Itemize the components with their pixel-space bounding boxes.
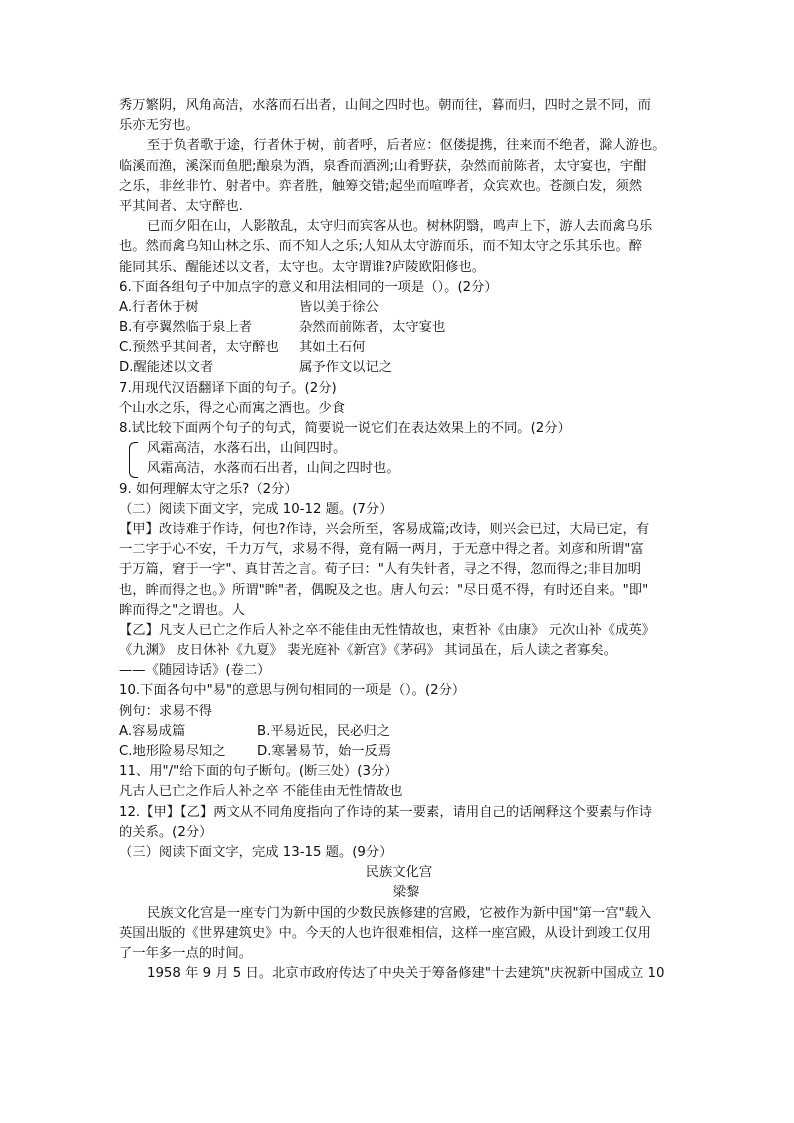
question-stem: 8.试比较下面两个句子的句式，简要说一说它们在表达效果上的不同。(2分） [119,421,571,436]
section-2-heading: （二）阅读下面文字，完成 10-12 题。(7分） [119,501,393,517]
text-line: 于万篇，窘于一字"、真甘苦之言。荀子曰："人有失针者，寻之不得，忽而得之;非目加明 [119,562,641,578]
passage-paragraph-2 [119,136,679,217]
example-sentence: 例句：求易不得 [119,703,213,719]
option-c [119,338,679,358]
text-line: 临溪而渔，溪深而鱼肥;酿泉为酒，泉香而酒洌;山肴野获，杂然而前陈者，太守宴也，宇酣 [119,158,647,174]
option-right: D.寒暑易节，始一反焉 [257,744,392,759]
option-left: B.有亭翼然临于泉上者 [119,320,253,336]
text-line: 【甲】改诗难于作诗，何也?作诗，兴会所至，客易成篇;改诗，则兴会已过，大局已定，有 [119,521,650,537]
question-stem: 10.下面各句中"易"的意思与例句相同的一项是（）。(2分） [119,683,466,699]
question-8 [119,419,679,480]
brace-mark [129,442,138,478]
passage-source: ——《随园诗话》(卷二） [119,663,271,679]
option-row-2 [119,742,679,762]
option-right: 皆以美于徐公 [299,299,379,315]
option-left: D.醒能述以文者 [119,360,214,376]
text-line: 已而夕阳在山，人影散乱，太守归而宾客从也。树林阴翳，鸣声上下，游人去而禽乌乐 [147,219,653,235]
option-left: C.地形险易尽知之 [119,744,226,759]
passage-paragraph-1 [119,96,679,136]
option-left: C.预然乎其间者，太守醉也 [119,340,279,356]
question-sentence: 个山水之乐，得之心而寓之酒也。少食 [119,400,346,416]
option-right: 属予作文以记之 [299,360,393,376]
question-stem: 6.下面各组句子中加点字的意义和用法相同的一项是（）。(2分） [119,279,498,295]
option-row-1 [119,722,679,742]
question-7 [119,379,679,419]
article-author: 梁黎 [392,885,420,901]
sentence-1: 风霜高洁，水落石出，山间四时。 [147,441,347,457]
passage-paragraph-3 [119,217,679,278]
question-12 [119,803,679,843]
text-line: 12.【甲】【乙】两文从不同角度指向了作诗的某一要素，请用自己的话阐释这个要素与作诗 [119,804,653,820]
text-line: 【乙】凡支人已亡之作后人补之卒不能佳由无性情故也，束哲补《由康》 元次山补《成英》 [119,622,656,638]
text-line: 之乐，非丝非竹、射者中。弈者胜，触筹交错;起坐而喧哗者，众宾欢也。苍颜白发，须然 [119,178,643,194]
option-left: A.行者休于树 [119,299,199,315]
question-stem: 11、用"/"给下面的句子断句。(断三处）(3分） [119,764,398,780]
text-line: 至于负者歌于途，行者休于树，前者呼，后者应：伛偻提携，往来而不绝者，滁人游也。 [147,138,666,154]
question-stem: 7.用现代汉语翻译下面的句子。(2分) [119,380,337,396]
question-10 [119,681,679,762]
question-6 [119,278,679,379]
option-right: 其如土石何 [299,340,366,356]
sentence-2: 风霜高洁，水落而石出者，山间之四时也。 [147,461,400,477]
option-right: 杂然而前陈者，太守宴也 [299,320,446,336]
question-sentence: 凡古人已亡之作后人补之卒 不能佳由无性情故也 [119,784,403,800]
option-a [119,298,679,318]
text-line: 的关系。(2分） [119,824,213,840]
option-right: B.平易近民，民必归之 [257,723,391,739]
text-line: 能同其乐、醒能述以文者，太守也。太守谓谁?庐陵欧阳修也。 [119,259,486,275]
text-line: 民族文化宫是一座专门为新中国的少数民族修建的宫殿，它被作为新中国"第一宫"载入 [147,905,652,921]
text-line: 乐亦无穷也。 [119,118,199,134]
question-9: 9. 如何理解太守之乐?（2分） [119,481,298,497]
article [119,863,679,984]
option-left: A.容易成篇 [119,723,186,739]
text-line: 也。然而禽乌知山林之乐、而不知人之乐;人知从太守游而乐，而不知太守之乐其乐也。醉 [119,239,643,255]
exam-page [119,96,679,984]
text-line: 也，眸而得之也。》所谓"眸"者，偶睨及之也。唐人句云："尽日觅不得，有时还自来。"即" [119,582,649,598]
section-3-heading: （三）阅读下面文字，完成 13-15 题。(9分） [119,844,393,860]
passage-jia [119,520,679,621]
text-line: 一二字于心不安，千力万气，求易不得，竟有隔一两月，于无意中得之者。刘彦和所谓"富 [119,542,644,558]
question-11 [119,762,679,802]
text-line: 眸而得之"之谓也。人 [119,602,245,618]
text-line: 英国出版的《世界建筑史》中。今天的人也许很难相信，这样一座宫殿，从设计到竣工仅用 [119,925,651,941]
text-line: 《九渊》 皮日休补《九夏》 裴光庭补《新宫》《茅码》 其词虽在，后人读之者寡矣。 [119,643,618,659]
sentence-pair [119,439,679,479]
text-line: 秀万繁阴，风角高洁，水落而石出者，山间之四时也。朝而往，暮而归，四时之景不同，而 [119,98,651,113]
article-title: 民族文化宫 [365,865,433,881]
text-line: 平其间者、太守醉也. [119,198,243,214]
text-line: 1958 年 9 月 5 日。北京市政府传达了中央关于筹备修建"十去建筑"庆祝新中国成立 10 [147,966,665,982]
passage-yi [119,621,679,661]
option-d [119,358,679,378]
text-line: 了一年多一点的时间。 [119,945,252,961]
option-b [119,318,679,338]
